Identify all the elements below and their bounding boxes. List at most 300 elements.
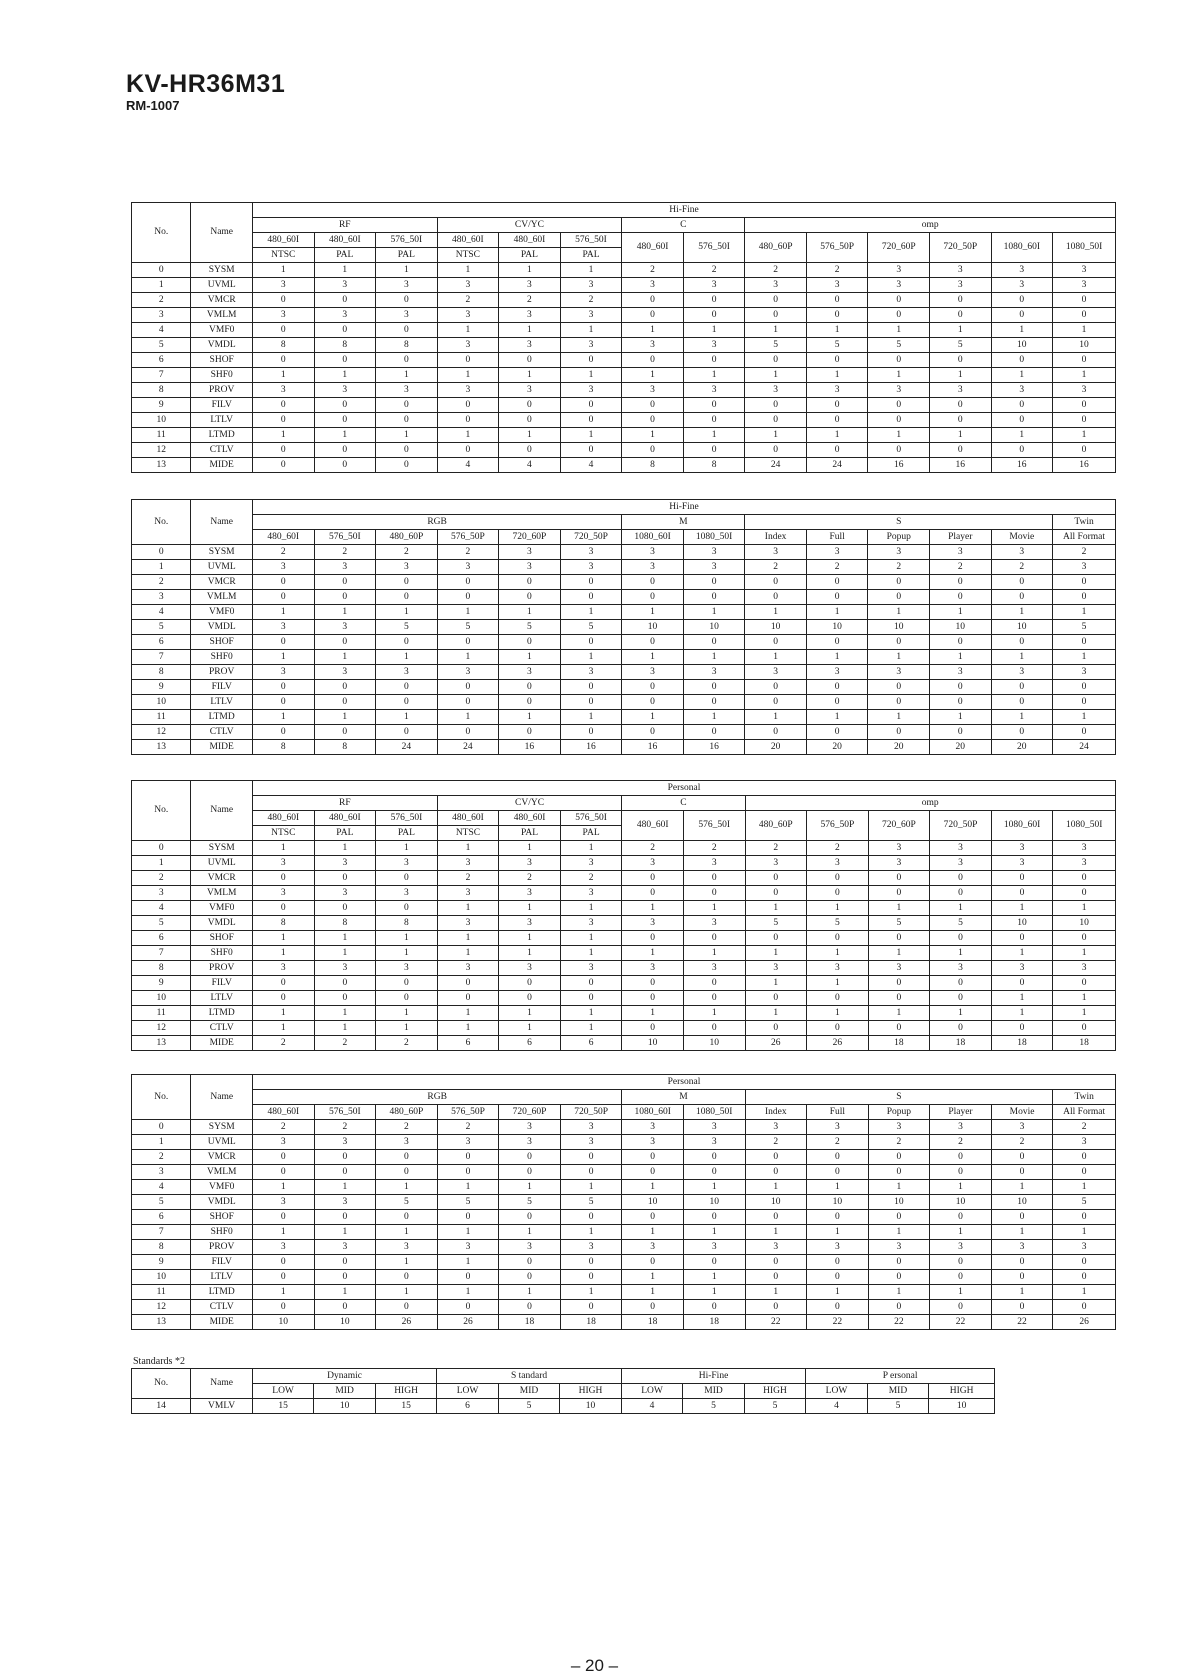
value-cell: 0 [314, 871, 376, 886]
row-number: 9 [132, 680, 191, 695]
value-cell: 2 [868, 1135, 930, 1150]
value-cell: 0 [991, 1255, 1053, 1270]
value-cell: 0 [929, 695, 991, 710]
header-row [132, 781, 1116, 796]
value-cell: 0 [991, 680, 1053, 695]
value-cell: 18 [868, 1036, 930, 1051]
value-cell: 1 [1053, 946, 1116, 961]
value-cell: 0 [560, 725, 622, 740]
value-cell: 1 [560, 710, 622, 725]
row-number: 10 [132, 1270, 191, 1285]
value-cell: 0 [683, 976, 745, 991]
value-cell: 3 [499, 886, 561, 901]
value-cell: 3 [622, 856, 684, 871]
row-number: 6 [132, 635, 191, 650]
value-cell: 0 [253, 991, 315, 1006]
value-cell: 5 [499, 1195, 561, 1210]
value-cell: 0 [314, 1150, 376, 1165]
table-row [132, 1240, 1116, 1255]
value-cell: 0 [683, 680, 745, 695]
row-number: 8 [132, 1240, 191, 1255]
value-cell: 0 [868, 680, 930, 695]
value-cell: 1 [991, 1225, 1053, 1240]
value-cell: 0 [807, 1300, 869, 1315]
value-cell: 0 [252, 413, 314, 428]
value-cell: 0 [1053, 1300, 1116, 1315]
value-cell: 0 [745, 680, 807, 695]
value-cell: 0 [683, 590, 745, 605]
value-cell: 1 [868, 1225, 930, 1240]
row-number: 12 [132, 1300, 191, 1315]
value-cell: 2 [806, 560, 868, 575]
table-row [132, 1180, 1116, 1195]
value-cell: 0 [806, 680, 868, 695]
value-cell: 3 [437, 278, 499, 293]
format-header: 720_60P [868, 811, 930, 841]
value-cell: 1 [929, 428, 991, 443]
value-cell: 10 [806, 620, 868, 635]
row-number: 5 [132, 1195, 191, 1210]
value-cell: 0 [745, 575, 807, 590]
value-cell: 0 [437, 1210, 499, 1225]
row-name: MIDE [191, 740, 253, 755]
value-cell: 3 [1053, 1135, 1116, 1150]
level-header: MID [314, 1384, 375, 1399]
value-cell: 0 [1053, 353, 1116, 368]
value-cell: 3 [376, 886, 438, 901]
table-row [132, 1165, 1116, 1180]
value-cell: 0 [745, 1255, 807, 1270]
value-cell: 0 [991, 635, 1053, 650]
value-cell: 3 [499, 278, 561, 293]
value-cell: 0 [560, 443, 622, 458]
value-cell: 0 [868, 1270, 930, 1285]
value-cell: 2 [499, 293, 561, 308]
row-name: VMDL [191, 338, 253, 353]
value-cell: 3 [929, 545, 991, 560]
value-cell: 6 [560, 1036, 622, 1051]
row-number: 4 [132, 901, 191, 916]
value-cell: 1 [807, 946, 869, 961]
value-cell: 0 [930, 1021, 992, 1036]
value-cell: 0 [376, 413, 438, 428]
value-cell: 3 [437, 1135, 499, 1150]
value-cell: 0 [437, 443, 499, 458]
value-cell: 1 [376, 931, 438, 946]
value-cell: 0 [314, 1255, 376, 1270]
value-cell: 0 [745, 353, 807, 368]
value-cell: 3 [1053, 856, 1116, 871]
format-row [132, 233, 1116, 248]
value-cell: 0 [499, 1255, 561, 1270]
value-cell: 1 [991, 1285, 1053, 1300]
value-cell: 10 [1053, 338, 1116, 353]
row-number: 4 [132, 323, 191, 338]
row-name: FILV [191, 398, 253, 413]
value-cell: 16 [560, 740, 622, 755]
value-cell: 1 [499, 841, 561, 856]
value-cell: 5 [437, 620, 499, 635]
value-cell: 0 [622, 1021, 684, 1036]
value-cell: 1 [683, 1006, 745, 1021]
value-cell: 1 [253, 931, 315, 946]
value-cell: 10 [622, 620, 684, 635]
value-cell: 3 [499, 1120, 561, 1135]
value-cell: 3 [806, 383, 868, 398]
row-number: 3 [132, 1165, 191, 1180]
table-row [132, 961, 1116, 976]
row-name: PROV [191, 961, 253, 976]
value-cell: 1 [560, 1180, 622, 1195]
value-cell: 1 [1053, 605, 1116, 620]
value-cell: 0 [314, 991, 376, 1006]
value-cell: 1 [807, 1180, 869, 1195]
value-cell: 0 [807, 871, 869, 886]
value-cell: 3 [683, 338, 745, 353]
format-header: 1080_50I [683, 1105, 745, 1120]
value-cell: 1 [868, 605, 930, 620]
value-cell: 1 [622, 428, 684, 443]
value-cell: 10 [314, 1399, 375, 1414]
value-cell: 0 [376, 1150, 438, 1165]
row-number: 11 [132, 428, 191, 443]
value-cell: 0 [622, 695, 684, 710]
value-cell: 10 [683, 1195, 745, 1210]
value-cell: 0 [252, 575, 314, 590]
standards-group-row [132, 1369, 995, 1384]
value-cell: 1 [622, 368, 684, 383]
level-header: HIGH [375, 1384, 437, 1399]
value-cell: 1 [499, 1285, 561, 1300]
value-cell: 0 [683, 398, 745, 413]
format-header: Popup [868, 530, 930, 545]
value-cell: 0 [745, 308, 807, 323]
table-row [132, 605, 1116, 620]
standards-group-header: Dynamic [252, 1369, 436, 1384]
value-cell: 0 [745, 1021, 807, 1036]
value-cell: 1 [252, 605, 314, 620]
personal-table-rgb-multi [131, 1074, 1116, 1330]
value-cell: 8 [253, 916, 315, 931]
row-name: VMLM [191, 886, 253, 901]
value-cell: 1 [376, 841, 438, 856]
level-header: HIGH [929, 1384, 995, 1399]
value-cell: 0 [252, 398, 314, 413]
value-cell: 0 [1053, 293, 1116, 308]
value-cell: 0 [1053, 1165, 1116, 1180]
value-cell: 0 [314, 1165, 376, 1180]
value-cell: 1 [314, 946, 376, 961]
value-cell: 1 [991, 323, 1053, 338]
row-name: MIDE [191, 1036, 253, 1051]
table-row [132, 635, 1116, 650]
value-cell: 3 [560, 383, 622, 398]
value-cell: 1 [499, 901, 561, 916]
value-cell: 0 [376, 1270, 438, 1285]
table-row [132, 1036, 1116, 1051]
value-cell: 0 [314, 725, 376, 740]
value-cell: 0 [868, 1255, 930, 1270]
value-cell: 2 [745, 1135, 807, 1150]
value-cell: 1 [806, 710, 868, 725]
value-cell: 1 [437, 901, 499, 916]
value-cell: 10 [868, 1195, 930, 1210]
value-cell: 2 [560, 293, 622, 308]
value-cell: 0 [868, 575, 930, 590]
value-cell: 0 [314, 443, 376, 458]
format-header: Player [929, 530, 991, 545]
value-cell: 3 [806, 545, 868, 560]
value-cell: 0 [560, 1255, 622, 1270]
value-cell: 0 [806, 353, 868, 368]
value-cell: 3 [314, 383, 376, 398]
value-cell: 16 [868, 458, 930, 473]
value-cell: 1 [868, 1006, 930, 1021]
value-cell: 0 [745, 590, 807, 605]
table-row [132, 680, 1116, 695]
table-row [132, 1255, 1116, 1270]
value-cell: 3 [622, 278, 684, 293]
value-cell: 0 [314, 413, 376, 428]
row-number: 4 [132, 605, 191, 620]
table-row [132, 293, 1116, 308]
system-header: NTSC [437, 248, 499, 263]
value-cell: 3 [1053, 665, 1116, 680]
value-cell: 3 [499, 665, 561, 680]
value-cell: 0 [683, 871, 745, 886]
value-cell: 1 [376, 1006, 438, 1021]
row-name: UVML [191, 1135, 253, 1150]
value-cell: 0 [499, 991, 561, 1006]
value-cell: 1 [314, 1285, 376, 1300]
row-number: 1 [132, 1135, 191, 1150]
mode-header: Personal [253, 1075, 1116, 1090]
value-cell: 0 [807, 991, 869, 1006]
value-cell: 1 [376, 428, 438, 443]
value-cell: 1 [314, 841, 376, 856]
value-cell: 24 [745, 458, 807, 473]
value-cell: 1 [807, 976, 869, 991]
value-cell: 0 [929, 398, 991, 413]
value-cell: 1 [314, 650, 376, 665]
value-cell: 0 [930, 931, 992, 946]
value-cell: 1 [622, 1180, 684, 1195]
value-cell: 3 [314, 1195, 376, 1210]
value-cell: 0 [437, 1150, 499, 1165]
value-cell: 3 [1053, 961, 1116, 976]
value-cell: 22 [930, 1315, 992, 1330]
value-cell: 3 [252, 620, 314, 635]
value-cell: 1 [622, 1270, 684, 1285]
value-cell: 0 [253, 1255, 315, 1270]
table-row [132, 976, 1116, 991]
value-cell: 1 [991, 710, 1053, 725]
value-cell: 1 [683, 901, 745, 916]
row-name: VMF0 [191, 1180, 253, 1195]
row-number: 8 [132, 665, 191, 680]
table-row [132, 263, 1116, 278]
row-name: VMLV [191, 1399, 252, 1414]
value-cell: 0 [807, 1255, 869, 1270]
value-cell: 18 [560, 1315, 622, 1330]
table-row [132, 353, 1116, 368]
value-cell: 18 [1053, 1036, 1116, 1051]
value-cell: 0 [868, 443, 930, 458]
value-cell: 0 [930, 1165, 992, 1180]
value-cell: 6 [499, 1036, 561, 1051]
value-cell: 10 [560, 1399, 622, 1414]
value-cell: 1 [314, 710, 376, 725]
value-cell: 0 [437, 353, 499, 368]
value-cell: 1 [929, 323, 991, 338]
value-cell: 2 [499, 871, 561, 886]
table-row [132, 916, 1116, 931]
value-cell: 0 [376, 976, 438, 991]
value-cell: 2 [1053, 545, 1116, 560]
value-cell: 1 [252, 368, 314, 383]
value-cell: 0 [868, 1150, 930, 1165]
value-cell: 3 [991, 665, 1053, 680]
format-header: 576_50I [560, 811, 622, 826]
value-cell: 0 [622, 635, 684, 650]
value-cell: 3 [499, 1240, 561, 1255]
value-cell: 1 [1053, 1285, 1116, 1300]
value-cell: 16 [499, 740, 561, 755]
value-cell: 3 [929, 263, 991, 278]
group-rgb: RGB [252, 515, 621, 530]
level-header: LOW [252, 1384, 313, 1399]
value-cell: 3 [253, 1195, 315, 1210]
value-cell: 0 [745, 886, 807, 901]
value-cell: 1 [253, 841, 315, 856]
value-cell: 0 [314, 458, 376, 473]
table-row [132, 590, 1116, 605]
value-cell: 1 [930, 1225, 992, 1240]
value-cell: 1 [314, 1006, 376, 1021]
group-s: S [745, 1090, 1053, 1105]
group-cvyc: CV/YC [437, 218, 622, 233]
value-cell: 1 [868, 650, 930, 665]
value-cell: 0 [314, 353, 376, 368]
value-cell: 0 [253, 1150, 315, 1165]
value-cell: 1 [560, 428, 622, 443]
value-cell: 3 [314, 1135, 376, 1150]
value-cell: 1 [868, 368, 930, 383]
format-header: 480_60I [253, 1105, 315, 1120]
row-name: SYSM [191, 545, 253, 560]
value-cell: 0 [560, 976, 622, 991]
value-cell: 1 [376, 946, 438, 961]
value-cell: 3 [868, 1240, 930, 1255]
table-row [132, 620, 1116, 635]
value-cell: 1 [683, 323, 745, 338]
value-cell: 3 [499, 961, 561, 976]
value-cell: 1 [745, 650, 807, 665]
value-cell: 8 [252, 338, 314, 353]
table-row [132, 1006, 1116, 1021]
value-cell: 0 [929, 353, 991, 368]
value-cell: 3 [991, 278, 1053, 293]
value-cell: 1 [437, 841, 499, 856]
row-name: VMCR [191, 575, 253, 590]
format-header: 720_60P [499, 1105, 561, 1120]
value-cell: 1 [314, 428, 376, 443]
table-row [132, 931, 1116, 946]
value-cell: 1 [560, 368, 622, 383]
value-cell: 0 [252, 725, 314, 740]
table-row [132, 1120, 1116, 1135]
group-row [132, 1090, 1116, 1105]
group-rf: RF [253, 796, 438, 811]
value-cell: 2 [807, 841, 869, 856]
group-twin: Twin [1053, 1090, 1116, 1105]
table-row [132, 278, 1116, 293]
table-row [132, 308, 1116, 323]
value-cell: 0 [683, 931, 745, 946]
value-cell: 8 [376, 916, 438, 931]
value-cell: 1 [437, 1180, 499, 1195]
value-cell: 3 [868, 961, 930, 976]
value-cell: 1 [560, 323, 622, 338]
value-cell: 0 [622, 991, 684, 1006]
value-cell: 1 [868, 946, 930, 961]
row-number: 0 [132, 263, 191, 278]
value-cell: 0 [991, 1210, 1053, 1225]
value-cell: 3 [437, 383, 499, 398]
value-cell: 1 [622, 946, 684, 961]
value-cell: 10 [868, 620, 930, 635]
value-cell: 0 [437, 991, 499, 1006]
value-cell: 8 [314, 338, 376, 353]
value-cell: 3 [560, 545, 622, 560]
value-cell: 1 [499, 1006, 561, 1021]
format-row [132, 530, 1116, 545]
value-cell: 0 [806, 398, 868, 413]
value-cell: 3 [868, 545, 930, 560]
format-header: Popup [868, 1105, 930, 1120]
value-cell: 3 [745, 1120, 807, 1135]
header-row [132, 1075, 1116, 1090]
value-cell: 2 [437, 545, 499, 560]
value-cell: 3 [314, 278, 376, 293]
value-cell: 0 [622, 590, 684, 605]
row-number: 0 [132, 841, 191, 856]
value-cell: 1 [807, 1285, 869, 1300]
value-cell: 3 [314, 856, 376, 871]
value-cell: 0 [252, 443, 314, 458]
value-cell: 0 [930, 1210, 992, 1225]
value-cell: 5 [929, 338, 991, 353]
row-name: VMF0 [191, 605, 253, 620]
value-cell: 1 [499, 605, 561, 620]
value-cell: 5 [806, 338, 868, 353]
value-cell: 3 [622, 338, 684, 353]
value-cell: 15 [375, 1399, 437, 1414]
value-cell: 0 [745, 931, 807, 946]
value-cell: 0 [806, 590, 868, 605]
value-cell: 1 [868, 901, 930, 916]
value-cell: 0 [683, 1300, 745, 1315]
value-cell: 3 [560, 1240, 622, 1255]
value-cell: 3 [929, 278, 991, 293]
value-cell: 1 [745, 605, 807, 620]
value-cell: 3 [314, 886, 376, 901]
value-cell: 0 [1053, 443, 1116, 458]
col-name-header: Name [191, 1075, 253, 1120]
value-cell: 0 [868, 725, 930, 740]
value-cell: 5 [868, 338, 930, 353]
value-cell: 0 [437, 680, 499, 695]
